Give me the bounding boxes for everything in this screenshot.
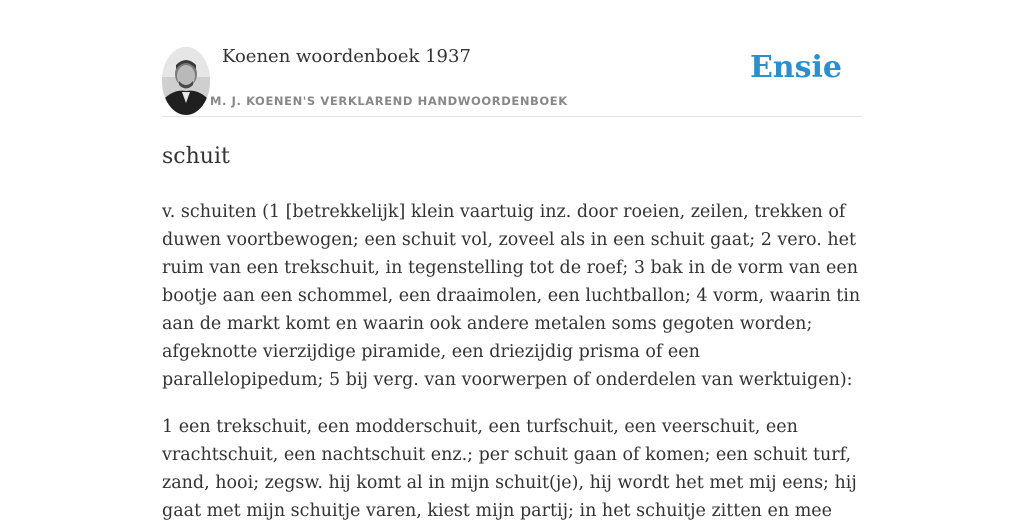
entry-definition [162, 198, 862, 525]
dictionary-subtitle: M. J. KOENEN'S VERKLAREND HANDWOORDENBOEK [210, 94, 568, 108]
entry-headword: schuit [162, 144, 230, 169]
definition-paragraph: 1 een trekschuit, een modderschuit, een turfschuit, een veerschuit, een vrachtschuit, een nachtschuit enz.; per schuit gaan of komen; een schuit turf, zand, hooi; zegsw. hij komt al in mijn schuit(je), hij wordt het met mij eens; hij gaat met mijn schuitje varen, kiest mijn partij; in het schuitje zitten en mee [162, 417, 857, 521]
site-header [162, 0, 862, 117]
dictionary-title: Koenen woordenboek 1937 [222, 46, 471, 67]
portrait-image [162, 47, 210, 115]
definition-paragraph: v. schuiten (1 [betrekkelijk] klein vaartuig inz. door roeien, zeilen, trekken of duwen voortbewogen; een schuit vol, zoveel als in een schuit gaat; 2 vero. het ruim van een trekschuit, in tegenstelling tot de roef; 3 bak in de vorm van een bootje aan een schommel, een draaimolen, een luchtballon; 4 vorm, waarin tin aan de markt komt en waarin ook andere metalen soms gegoten worden; afgeknotte vierzijdige piramide, een driezijdig prisma of een parallelopipedum; 5 bij verg. van voorwerpen of onderdelen van werktuigen): [162, 202, 861, 390]
author-portrait [162, 47, 210, 115]
page [162, 0, 862, 525]
ensie-logo-link[interactable]: Ensie [749, 50, 842, 85]
